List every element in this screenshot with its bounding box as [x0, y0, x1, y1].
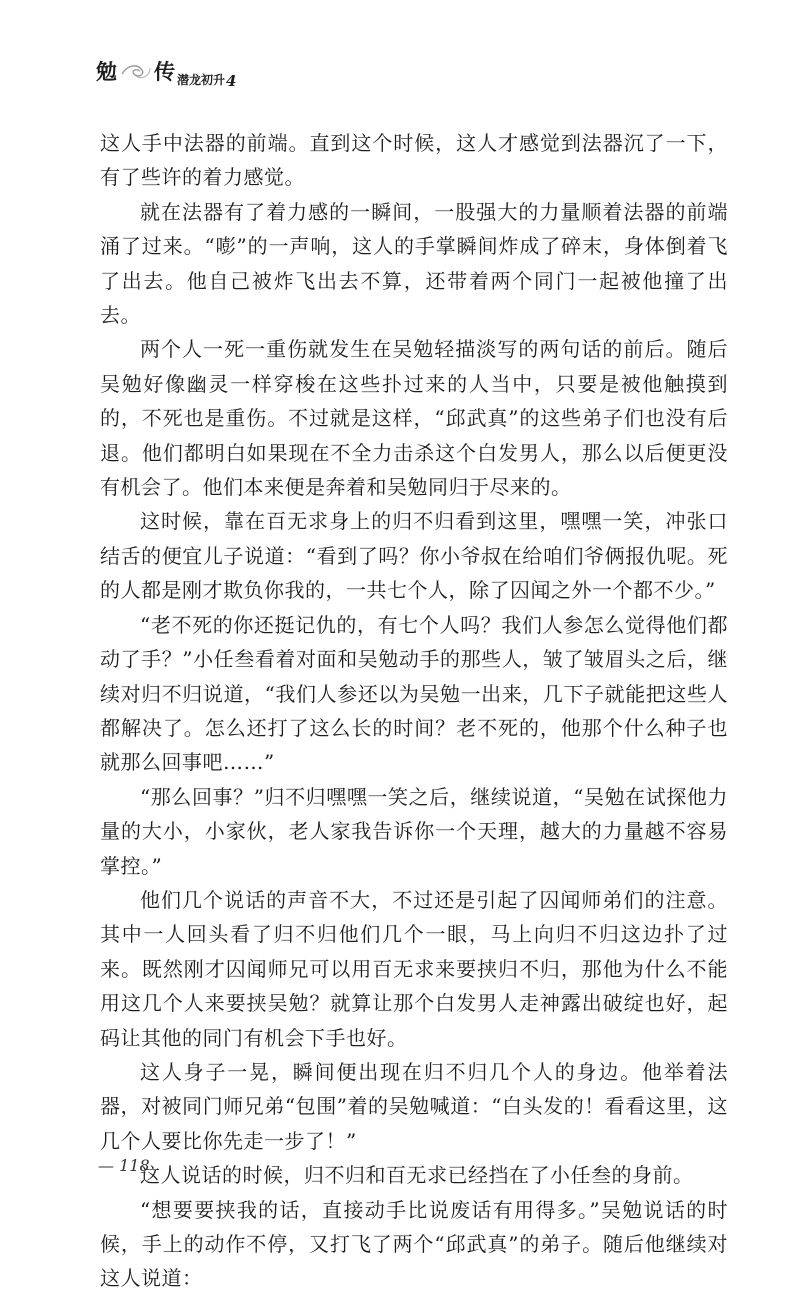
page-number: — 118: [98, 1156, 150, 1175]
paragraph: 他们几个说话的声音不大，不过还是引起了囚闻师弟们的注意。其中一人回头看了归不归他们几个一眼，马上向归不归这边扑了过来。既然刚才囚闻师兄可以用百无求来要挟归不归，那他为什么不能用这几个人来要挟吴勉？就算让那个白发男人走神露出破绽也好，起码让其他的同门有机会下手也好。: [100, 887, 728, 1050]
header-title-char-2: 传: [154, 59, 175, 84]
paragraph: 这人说话的时候，归不归和百无求已经挡在了小任叁的身前。: [140, 1163, 694, 1188]
paragraph: “想要要挟我的话，直接动手比说废话有用得多。”吴勉说话的时候，手上的动作不停，又打飞了两个“邱武真”的弟子。随后他继续对这人说道：: [100, 1197, 728, 1291]
paragraph: 这人手中法器的前端。直到这个时候，这人才感觉到法器沉了一下，有了些许的着力感觉。: [100, 131, 728, 190]
paragraph: “那么回事？”归不归嘿嘿一笑之后，继续说道，“吴勉在试探他力量的大小，小家伙，老人家我告诉你一个天理，越大的力量越不容易掌控。”: [100, 784, 728, 878]
running-header: [96, 56, 336, 92]
body-text: [100, 126, 728, 1296]
swirl-ornament-icon: [120, 62, 152, 80]
paragraph: 这人身子一晃，瞬间便出现在归不归几个人的身边。他举着法器，对被同门师兄弟“包围”着的吴勉喊道：“白头发的！看看这里，这几个人要比你先走一步了！”: [100, 1059, 728, 1153]
paragraph: “老不死的你还挺记仇的，有七个人吗？我们人参怎么觉得他们都动了手？”小任叁看着对面和吴勉动手的那些人，皱了皱眉头之后，继续对归不归说道，“我们人参还以为吴勉一出来，几下子就能把这些人都解决了。怎么还打了这么长的时间？老不死的，他那个什么种子也就那么回事吧……”: [100, 612, 728, 775]
paragraph: 这时候，靠在百无求身上的归不归看到这里，嘿嘿一笑，冲张口结舌的便宜儿子说道：“看到了吗？你小爷叔在给咱们爷俩报仇呢。死的人都是刚才欺负你我的，一共七个人，除了囚闻之外一个都不少。”: [100, 509, 728, 603]
header-subtitle: 潜龙初升: [177, 73, 226, 87]
paragraph: 两个人一死一重伤就发生在吴勉轻描淡写的两句话的前后。随后吴勉好像幽灵一样穿梭在这些扑过来的人当中，只要是被他触摸到的，不死也是重伤。不过就是这样，“邱武真”的这些弟子们也没有后退。他们都明白如果现在不全力击杀这个白发男人，那么以后便更没有机会了。他们本来便是奔着和吴勉同归于尽来的。: [100, 337, 728, 500]
header-title-char-1: 勉: [96, 59, 117, 84]
paragraph: 就在法器有了着力感的一瞬间，一股强大的力量顺着法器的前端涌了过来。“嘭”的一声响，这人的手掌瞬间炸成了碎末，身体倒着飞了出去。他自己被炸飞出去不算，还带着两个同门一起被他撞了出去。: [100, 199, 728, 328]
header-volume-number: 4: [226, 72, 237, 90]
